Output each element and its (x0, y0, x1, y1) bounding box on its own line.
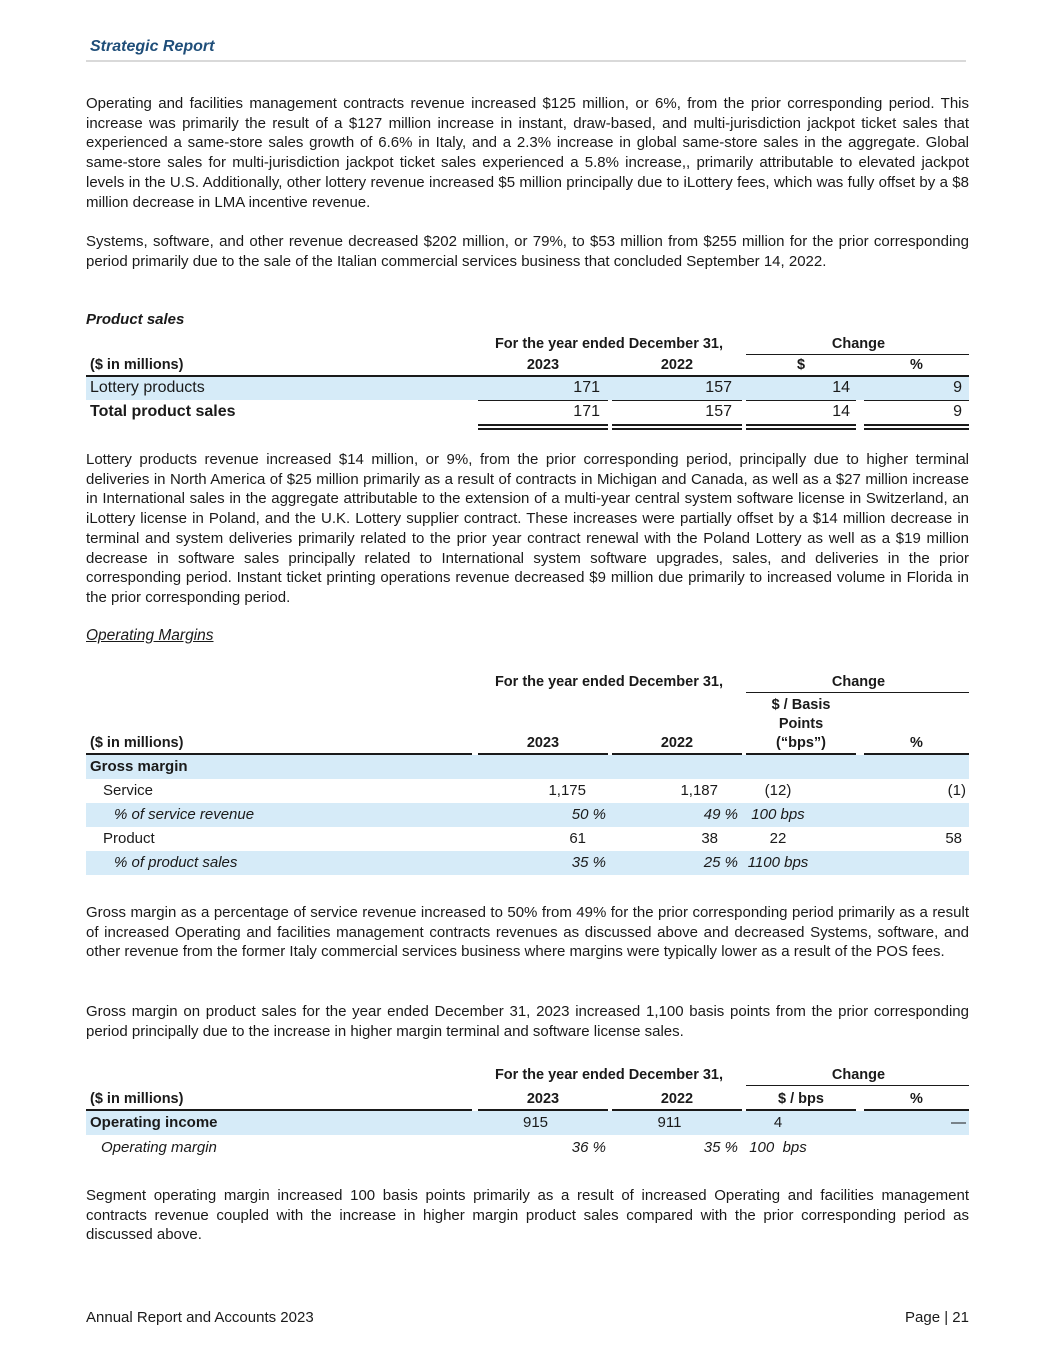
group-header-year: For the year ended December 31, (494, 674, 724, 690)
value-percent: 9 (953, 403, 962, 420)
column-header-label: ($ in millions) (90, 1091, 184, 1107)
product-sales-title: Product sales (86, 311, 185, 328)
table-row (86, 851, 969, 875)
table-row (86, 377, 969, 400)
row-label: Lottery products (90, 379, 205, 396)
value-2023: 36 % (571, 1139, 606, 1156)
value-change: 4 (773, 1114, 783, 1131)
column-header-label: ($ in millions) (90, 735, 184, 751)
product-sales-table (86, 335, 969, 435)
value-change: 1100 bps (747, 854, 809, 871)
column-header-bps-change: $ / bps (778, 1091, 824, 1107)
value-2023: 171 (573, 379, 600, 396)
column-header-2023: 2023 (526, 357, 560, 373)
table-row-total (86, 401, 969, 424)
operating-margins-table (86, 673, 969, 878)
operating-margins-title: Operating Margins (86, 627, 214, 644)
paragraph-systems-revenue: Systems, software, and other revenue decreased $202 million, or 79%, to $53 million from $255 million for the prior corresponding period primarily due to the sale of the Italian commercial services business that concluded September 14, 2022. (86, 233, 969, 270)
column-header-2022: 2022 (660, 735, 694, 751)
column-header-2023: 2023 (526, 1091, 560, 1107)
column-header-2022: 2022 (660, 357, 694, 373)
group-header-change: Change (831, 336, 886, 352)
value-2023: 171 (573, 403, 600, 420)
value-percent: — (951, 1114, 966, 1131)
operating-income-table (86, 1066, 969, 1166)
column-header-bps-line2: Points (778, 716, 824, 732)
column-header-bps-line1: $ / Basis (771, 697, 831, 713)
value-change: 14 (832, 379, 850, 396)
value-change: 22 (769, 830, 787, 847)
footer-report-title: Annual Report and Accounts 2023 (86, 1309, 314, 1326)
paragraph-lottery-products: Lottery products revenue increased $14 million, or 9%, from the prior corresponding period, principally due to higher terminal deliveries in North America of $25 million primarily as a result of contracts in Michigan and Canada, as well as a $27 million increase in International sales in the aggregate attributable to the extension of a multi-year central system software license in Switzerland, an iLottery license in Poland, and the U.K. Lottery supplier contract. These increases were partially offset by a $14 million decrease in terminal and system deliveries primarily related to the prior year contract renewal with the Poland Lottery as well as a $19 million decrease in software sales principally related to International system software upgrades, sales, and deliveries in the prior corresponding period. Instant ticket printing operations revenue decreased $9 million due primarily to increased volume in Florida in the prior corresponding period. (86, 451, 969, 606)
row-label: Product (103, 830, 155, 847)
total-double-rule (864, 424, 969, 430)
paragraph-gross-margin-product: Gross margin on product sales for the year ended December 31, 2023 increased 1,100 basis points from the prior corresponding period principally due to the increase in higher margin terminal and software license sales. (86, 1003, 969, 1040)
total-double-rule (612, 424, 742, 430)
table-row (86, 803, 969, 827)
value-percent: 58 (945, 830, 962, 847)
value-2022: 25 % (703, 854, 738, 871)
row-label: % of product sales (114, 854, 238, 871)
row-label: Total product sales (90, 403, 236, 420)
value-2022: 157 (705, 379, 732, 396)
table-row-section (86, 755, 969, 779)
footer-page-number: Page | 21 (905, 1309, 969, 1326)
value-change: 100 bps (749, 1139, 807, 1156)
value-2023: 61 (569, 830, 586, 847)
table-row (86, 779, 969, 803)
value-2023: 35 % (571, 854, 606, 871)
change-group-rule (746, 354, 969, 355)
value-2022: 49 % (703, 806, 738, 823)
column-header-dollar-change: $ (796, 357, 806, 373)
section-label-gross-margin: Gross margin (90, 758, 188, 775)
group-header-year: For the year ended December 31, (494, 336, 724, 352)
value-2023: 915 (522, 1114, 549, 1131)
paragraph-gross-margin-service: Gross margin as a percentage of service revenue increased to 50% from 49% for the prior corresponding period primarily as a result of increased Operating and facilities management contracts revenues as discussed above and decreased Systems, software, and other revenue from the former Italy commercial services business where margins were typically lower as a result of the POS fees. (86, 904, 969, 961)
table-row (86, 1111, 969, 1135)
row-label: % of service revenue (114, 806, 255, 823)
row-label: Service (103, 782, 154, 799)
table-row (86, 1135, 969, 1159)
paragraph-operating-revenue: Operating and facilities management contracts revenue increased $125 million, or 6%, from the prior corresponding period. This increase was primarily the result of a $127 million increase in instant, draw-based, and multi-jurisdiction jackpot ticket sales that experienced a same-store sales growth of 6.6% in Italy, and a 2.3% increase in global same-store sales in the aggregate. Global same-store sales for multi-jurisdiction jackpot ticket sales experienced a 5.8% increase,, primarily attributable to elevated jackpot levels in the U.S. Additionally, other lottery revenue increased $5 million principally due to iLottery fees, which was fully offset by a $8 million decrease in LMA incentive revenue. (86, 95, 969, 211)
row-label: Operating margin (101, 1139, 217, 1156)
value-2022: 1,187 (680, 782, 718, 799)
value-2022: 38 (701, 830, 718, 847)
value-percent: 9 (953, 379, 962, 396)
total-double-rule (478, 424, 608, 430)
header-title: Strategic Report (90, 38, 215, 55)
value-2022: 35 % (703, 1139, 738, 1156)
value-change: 100 bps (751, 806, 805, 823)
column-header-percent-change: % (910, 1091, 923, 1107)
total-double-rule (746, 424, 856, 430)
column-header-label: ($ in millions) (90, 357, 184, 373)
value-change: 14 (832, 403, 850, 420)
column-header-bps-line3: (“bps”) (776, 735, 826, 751)
change-group-rule (746, 1085, 969, 1086)
group-header-year: For the year ended December 31, (494, 1067, 724, 1083)
column-header-percent-change: % (910, 735, 923, 751)
column-header-percent-change: % (910, 357, 923, 373)
group-header-change: Change (831, 1067, 886, 1083)
column-header-2023: 2023 (526, 735, 560, 751)
table-row (86, 827, 969, 851)
value-2023: 1,175 (548, 782, 586, 799)
page-header (86, 38, 966, 62)
row-label: Operating income (90, 1114, 218, 1131)
value-2022: 157 (705, 403, 732, 420)
group-header-change: Change (831, 674, 886, 690)
column-header-2022: 2022 (660, 1091, 694, 1107)
paragraph-segment-operating-margin: Segment operating margin increased 100 basis points primarily as a result of increased Operating and facilities management contracts revenue coupled with the increase in higher margin product sales compared with the prior corresponding period as discussed above. (86, 1187, 969, 1244)
change-group-rule (746, 692, 969, 693)
value-2023: 50 % (571, 806, 606, 823)
value-percent: (1) (947, 782, 966, 799)
value-2022: 911 (657, 1114, 682, 1131)
value-change: (12) (764, 782, 792, 799)
